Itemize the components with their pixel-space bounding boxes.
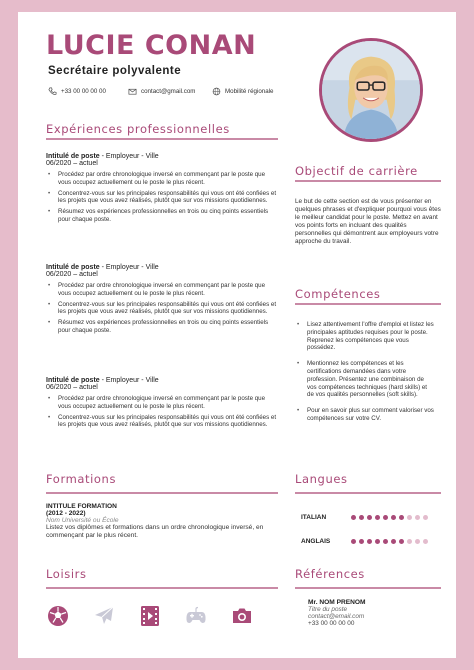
- globe-icon: [212, 87, 221, 96]
- experience-divider: [46, 138, 278, 140]
- languages-divider: [295, 492, 441, 494]
- level-dot-filled: [367, 539, 372, 544]
- level-dot-filled: [367, 515, 372, 520]
- job-employer: - Employeur - Ville: [99, 153, 159, 160]
- reference-name: Mr. NOM PRENOM: [308, 599, 366, 606]
- level-dot-filled: [359, 515, 364, 520]
- level-dot-filled: [391, 515, 396, 520]
- education-description: Listez vos diplômes et formations dans un ordre chronologique inversé, en commençant par le plus récent.: [46, 524, 264, 540]
- education-school: Nom Université ou École: [46, 517, 119, 524]
- level-dot-filled: [375, 539, 380, 544]
- level-dot-filled: [351, 539, 356, 544]
- job-position: Intitulé de poste: [46, 153, 100, 160]
- job-bullets: [46, 171, 278, 224]
- email-icon: [128, 87, 137, 96]
- language-name: ITALIAN: [301, 514, 327, 521]
- level-dot-filled: [399, 515, 404, 520]
- film-icon: [138, 602, 184, 630]
- education-dates: (2012 - 2022): [46, 510, 86, 517]
- job-bullet: • Procédez par ordre chronologique inversé en commençant par le poste que vous occupez actuellement ou le poste le plus récent.: [46, 395, 278, 411]
- phone-text: +33 00 00 00 00: [61, 88, 106, 95]
- language-name: ANGLAIS: [301, 538, 331, 545]
- phone-icon: [48, 87, 57, 96]
- level-dot-filled: [383, 515, 388, 520]
- references-divider: [295, 587, 441, 589]
- education-section-title: Formations: [46, 472, 117, 486]
- experience-section-title: Expériences professionnelles: [46, 122, 230, 136]
- level-dot-empty: [415, 539, 420, 544]
- job-bullets: [46, 282, 278, 335]
- education-entry: [46, 503, 278, 541]
- job-bullet: • Concentrez-vous sur les principales responsabilités qui vous ont été confiées et les projets que vous avez réalisés, plutôt que sur vos missions quotidiennes.: [46, 414, 278, 430]
- objective-text: Le but de cette section est de vous présenter en quelques phrases et d'expliquer pourquoi vous êtes le meilleur candidat pour le poste. Mettez en avant vos points forts en incluant des qualités personnelles qui démontrent aux employeurs votre approche du travail.: [295, 198, 441, 246]
- hobbies-divider: [46, 587, 278, 589]
- objective-section-title: Objectif de carrière: [295, 164, 418, 178]
- job-bullet: • Résumez vos expériences professionnelles en trois ou cinq points essentiels pour chaque poste.: [46, 208, 278, 224]
- reference-entry: [308, 599, 438, 627]
- level-dot-empty: [415, 515, 420, 520]
- level-dot-empty: [423, 539, 428, 544]
- language-level-dots: [351, 539, 428, 544]
- job-entry: [46, 377, 278, 432]
- education-divider: [46, 492, 278, 494]
- job-bullet: • Procédez par ordre chronologique inversé en commençant par le poste que vous occupez actuellement ou le poste le plus récent.: [46, 171, 278, 187]
- candidate-job-title: Secrétaire polyvalente: [48, 65, 182, 77]
- job-entry: [46, 153, 278, 227]
- languages-section-title: Langues: [295, 472, 348, 486]
- objective-divider: [295, 180, 441, 182]
- skill-item: • Pour en savoir plus sur comment valoriser vos compétences sur votre CV.: [295, 407, 435, 423]
- hobbies-section-title: Loisirs: [46, 567, 87, 581]
- candidate-name: LUCIE CONAN: [46, 30, 257, 61]
- skill-item: • Mentionnez les compétences et les certifications demandées dans votre profession. Présentez une combinaison de vos compétences techniques (hard skills) et de vos qualités personnelles (soft skills).: [295, 360, 435, 399]
- job-position: Intitulé de poste: [46, 264, 100, 271]
- job-bullet: • Procédez par ordre chronologique inversé en commençant par le poste que vous occupez actuellement ou le poste le plus récent.: [46, 282, 278, 298]
- contact-phone: [48, 87, 106, 96]
- job-dates: 06/2020 – actuel: [46, 160, 98, 167]
- skills-list: [295, 321, 435, 426]
- hobbies-icons: [46, 602, 276, 630]
- job-bullet: • Concentrez-vous sur les principales responsabilités qui vous ont été confiées et les projets que vous avez réalisés, plutôt que sur vos missions quotidiennes.: [46, 190, 278, 206]
- reference-phone: +33 00 00 00 00: [308, 620, 355, 627]
- level-dot-filled: [351, 515, 356, 520]
- level-dot-empty: [407, 515, 412, 520]
- language-row: [301, 514, 428, 521]
- airplane-icon: [92, 602, 138, 630]
- camera-icon: [230, 602, 276, 630]
- reference-email: contact@email.com: [308, 613, 365, 620]
- profile-photo: [319, 38, 423, 142]
- job-position: Intitulé de poste: [46, 377, 100, 384]
- job-bullets: [46, 395, 278, 429]
- job-dates: 06/2020 – actuel: [46, 271, 98, 278]
- soccer-ball-icon: [46, 602, 92, 630]
- level-dot-empty: [423, 515, 428, 520]
- resume-page: [18, 12, 456, 658]
- gamepad-icon: [184, 602, 230, 630]
- level-dot-filled: [383, 539, 388, 544]
- reference-position: Titre du poste: [308, 606, 348, 613]
- email-text: contact@gmail.com: [141, 88, 196, 95]
- job-entry: [46, 264, 278, 338]
- job-bullet: • Résumez vos expériences professionnelles en trois ou cinq points essentiels pour chaque poste.: [46, 319, 278, 335]
- language-row: [301, 538, 428, 545]
- references-section-title: Références: [295, 567, 365, 581]
- level-dot-filled: [399, 539, 404, 544]
- skills-divider: [295, 303, 441, 305]
- contact-email: [128, 87, 195, 96]
- skills-section-title: Compétences: [295, 287, 381, 301]
- skill-item: • Lisez attentivement l'offre d'emploi et listez les principales aptitudes requises pour le poste. Reprenez les compétences que vous possédez.: [295, 321, 435, 352]
- job-bullet: • Concentrez-vous sur les principales responsabilités qui vous ont été confiées et les projets que vous avez réalisés, plutôt que sur vos missions quotidiennes.: [46, 301, 278, 317]
- job-employer: - Employeur - Ville: [99, 264, 159, 271]
- level-dot-filled: [375, 515, 380, 520]
- job-dates: 06/2020 – actuel: [46, 384, 98, 391]
- language-level-dots: [351, 515, 428, 520]
- level-dot-filled: [391, 539, 396, 544]
- mobility-text: Mobilité régionale: [225, 88, 274, 95]
- level-dot-filled: [359, 539, 364, 544]
- education-title: INTITULE FORMATION: [46, 503, 117, 510]
- contact-mobility: [212, 87, 274, 96]
- level-dot-empty: [407, 539, 412, 544]
- job-employer: - Employeur - Ville: [99, 377, 159, 384]
